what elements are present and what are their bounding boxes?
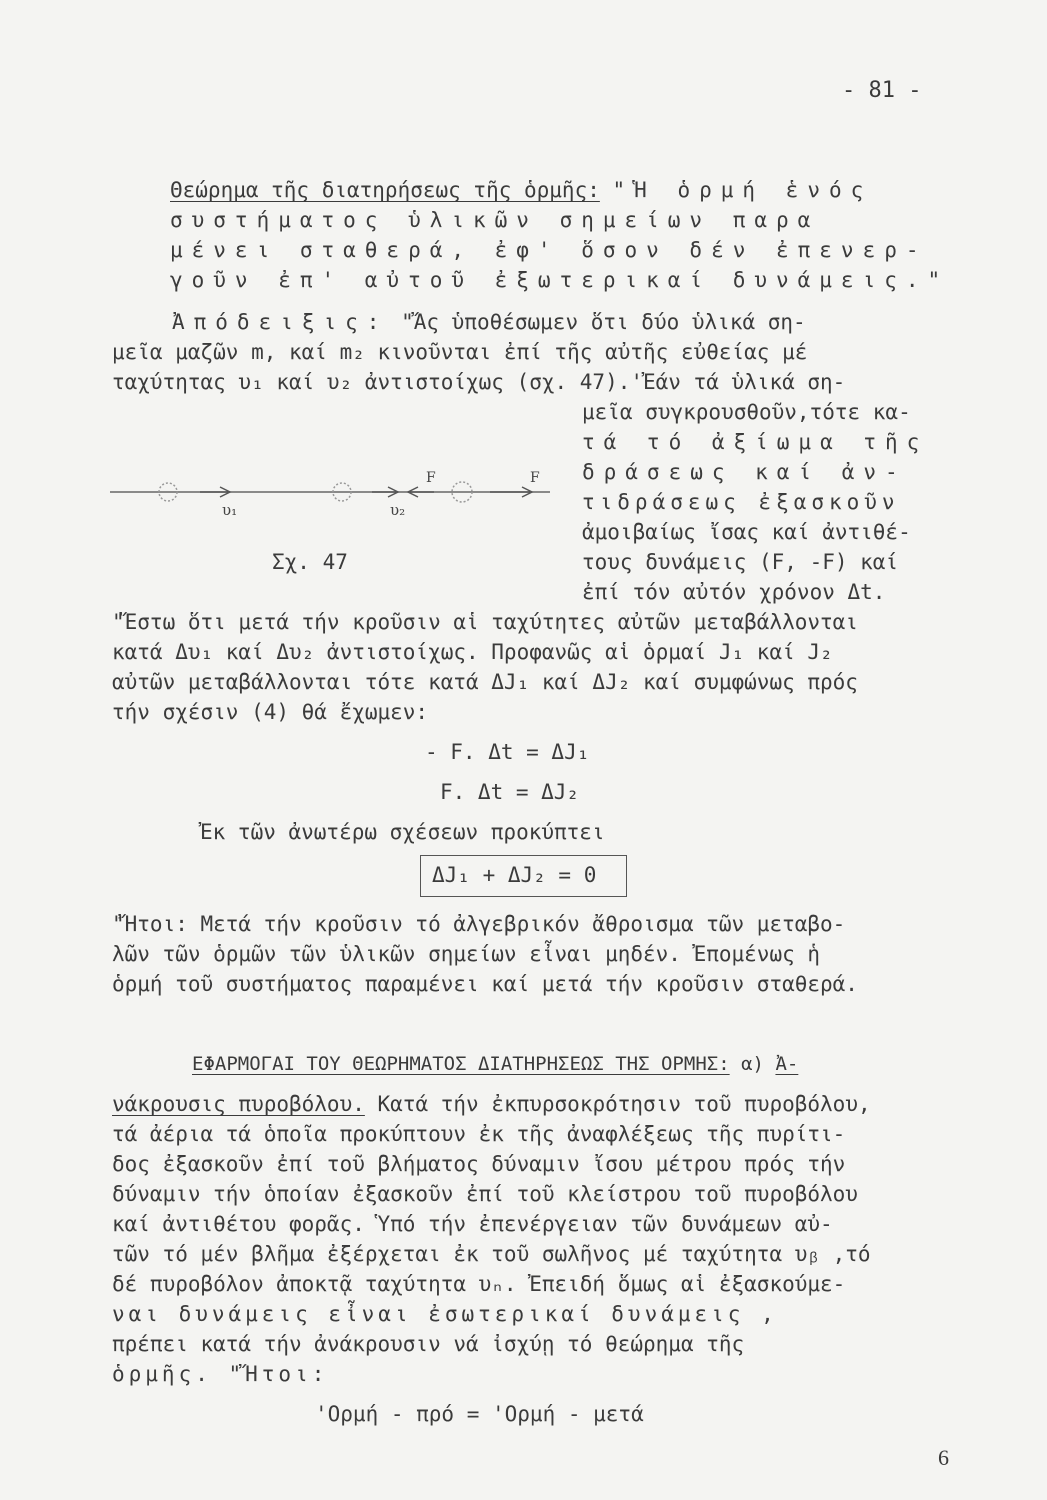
proof-line-1 [172,308,806,336]
applications-line-5: καί ἀντιθέτου φορᾶς. Ὑπό τήν ἐπενέργειαν τῶν δυνάμεων αὐ- [112,1212,833,1236]
proof-line-6: δράσεως καί ἀν- [582,460,907,484]
recoil-subtitle: νάκρουσις πυροβόλου. [112,1092,365,1116]
page-number: - 81 - [842,78,922,103]
conclusion-line-3: ὁρμή τοῦ συστήματος παραμένει καί μετά τήν κροῦσιν σταθερά. [112,972,858,996]
label-v1: υ₁ [222,501,238,519]
figure-caption: Σχ. 47 [272,550,348,574]
theorem-line-1 [170,176,872,204]
proof-line-12: κατά Δυ₁ καί Δυ₂ ἀντιστοίχως. Προφανῶς αἱ ὁρμαί J₁ καί J₂ [112,640,833,664]
conclusion-line-2: λῶν τῶν ὁρμῶν τῶν ὑλικῶν σημείων εἶναι μηδέν. Ἐπομένως ἡ [112,942,821,966]
applications-heading: ΕΦΑΡΜΟΓΑΙ ΤΟΥ ΘΕΩΡΗΜΑΤΟΣ ΔΙΑΤΗΡΗΣΕΩΣ ΤΗΣ ΟΡΜΗΣ: [192,1053,730,1075]
applications-heading-tail-underlined: Ἀ- [775,1053,799,1075]
velocity-2-arrow-icon [372,487,398,497]
applications-line-3: δος ἐξασκοῦν ἐπί τοῦ βλήματος δύναμιν ἴσου μέτρου πρός τήν [112,1152,846,1176]
proof-line-14: τήν σχέσιν (4) θά ἔχωμεν: [112,700,429,724]
equation-1: - F. Δt = ΔJ₁ [425,740,590,764]
theorem-line-3: μένει σταθερά, ἐφ' ὅσον δέν ἐπενερ- [170,238,928,262]
equation-2: F. Δt = ΔJ₂ [440,780,580,804]
applications-text-1: Κατά τήν ἐκπυρσοκρότησιν τοῦ πυροβόλου, [377,1092,871,1116]
label-f1: F [426,470,436,486]
applications-heading-tail: α) [741,1053,764,1075]
applications-line-9: πρέπει κατά τήν ἀνάκρουσιν νά ἰσχύῃ τό θεώρημα τῆς [112,1332,745,1356]
proof-line-11: "Ἔστω ὅτι μετά τήν κροῦσιν αἱ ταχύτητες αὐτῶν μεταβάλλονται [112,610,858,634]
proof-line-9: τους δυνάμεις (F, -F) καί [582,550,899,574]
sheet-number: 6 [938,1445,949,1470]
label-v2: υ₂ [390,501,406,519]
theorem-line-2: συστήματος ὑλικῶν σημείων παρα [170,208,820,232]
label-f2: F [530,470,540,486]
proof-line-5: τά τό ἀξίωμα τῆς [582,430,929,454]
applications-line-11: 'Ορμή - πρό = 'Ορμή - μετά [315,1402,644,1426]
applications-line-10: ὁρμῆς. "Ἤτοι: [112,1362,329,1386]
conclusion-line-1: "Ἤτοι: Μετά τήν κροῦσιν τό ἀλγεβρικόν ἄθροισμα τῶν μεταβο- [112,912,846,936]
proof-line-4: μεῖα συγκρουσθοῦν,τότε κα- [582,400,911,424]
proof-line-8: ἀμοιβαίως ἴσας καί ἀντιθέ- [582,520,911,544]
proof-line-3: ταχύτητας υ₁ καί υ₂ ἀντιστοίχως (σχ. 47).'Ἐάν τά ὑλικά ση- [112,370,846,394]
proof-line-13: αὐτῶν μεταβάλλονται τότε κατά ΔJ₁ καί ΔJ₂ καί συμφώνως πρός [112,670,858,694]
theorem-title: Θεώρημα τῆς διατηρήσεως τῆς ὁρμῆς: [170,178,600,202]
proof-line-10: ἐπί τόν αὐτόν χρόνον Δt. [582,580,886,604]
proof-label: Ἀπόδειξις: [172,310,389,334]
applications-heading-line [192,1050,798,1078]
applications-line-8: ναι δυνάμεις εἶναι ἐσωτερικαί δυνάμεις , [112,1302,778,1326]
applications-line-2: τά ἀέρια τά ὁποῖα προκύπτουν ἐκ τῆς ἀναφλέξεως τῆς πυρίτι- [112,1122,846,1146]
force-right-arrow-icon [490,487,532,497]
equations-intro: Ἐκ τῶν ἀνωτέρω σχέσεων προκύπτει [200,820,605,844]
applications-line-1 [112,1090,871,1118]
figure-47-diagram [110,462,570,532]
boxed-equation: ΔJ₁ + ΔJ₂ = 0 [432,863,597,887]
theorem-line-4: γοῦν ἐπ' αὐτοῦ ἐξωτερικαί δυνάμεις." [170,268,950,292]
force-left-arrow-icon [408,487,434,497]
applications-line-7: δέ πυροβόλον ἀποκτᾷ ταχύτητα υₙ. Ἐπειδή ὅμως αἱ ἐξασκούμε- [112,1272,846,1296]
proof-text-1: "Ἄς ὑποθέσωμεν ὅτι δύο ὑλικά ση- [401,310,806,334]
applications-line-4: δύναμιν τήν ὁποίαν ἐξασκοῦν ἐπί τοῦ κλείστρου τοῦ πυροβόλου [112,1182,858,1206]
proof-line-2: μεῖα μαζῶν m, καί m₂ κινοῦνται ἐπί τῆς αὐτῆς εὐθείας μέ [112,340,808,364]
proof-line-7: τιδράσεως ἐξασκοῦν [582,490,900,514]
theorem-text-1: "Ἡ ὁρμή ἑνός [612,178,873,202]
velocity-1-arrow-icon [200,487,230,497]
applications-line-6: τῶν τό μέν βλῆμα ἐξέρχεται ἐκ τοῦ σωλῆνος μέ ταχύτητα υᵦ ,τό [112,1242,871,1266]
